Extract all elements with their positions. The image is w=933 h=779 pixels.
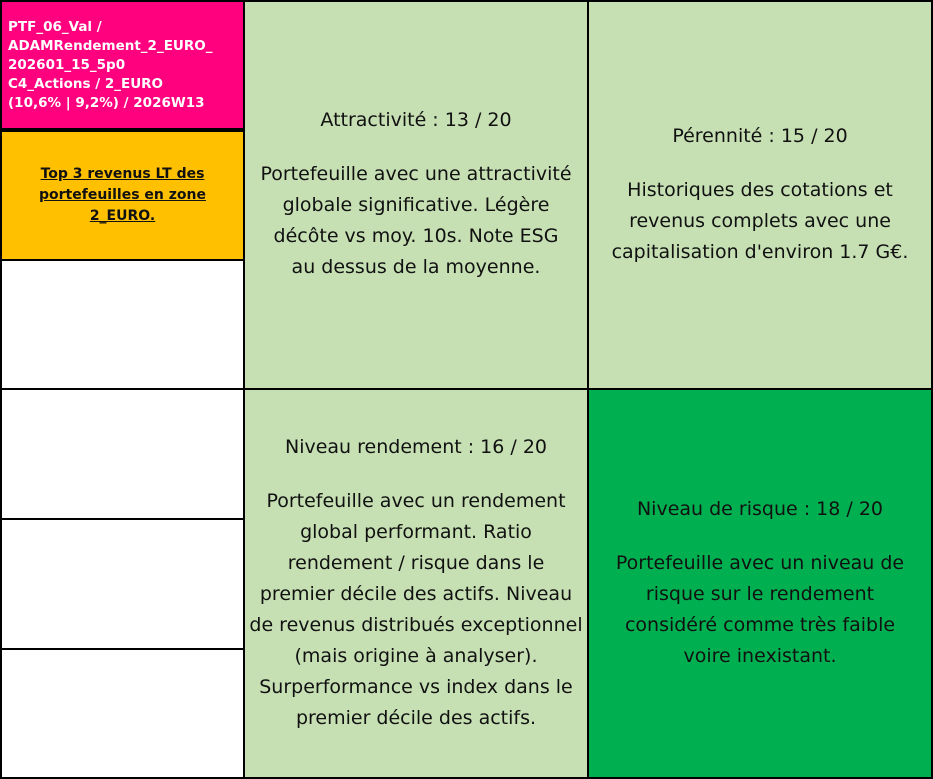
empty-cell-4 (0, 648, 245, 779)
title-line-1: PTF_06_Val / (8, 18, 102, 35)
risque-card (587, 388, 933, 779)
risque-heading: Niveau de risque : 18 / 20 (636, 497, 884, 520)
top-revenus-link[interactable]: Top 3 revenus LT des portefeuilles en zone 2_EURO. (39, 166, 206, 224)
empty-cell-2 (0, 388, 245, 520)
title-line-4: C4_Actions / 2_EURO (8, 75, 164, 92)
perennite-card (587, 0, 933, 390)
title-line-3: 202601_15_5p0 (8, 56, 126, 73)
title-line-2: ADAMRendement_2_EURO_ (8, 37, 213, 54)
perennite-heading: Pérennité : 15 / 20 (672, 124, 848, 147)
top-revenus-cell (0, 130, 245, 261)
empty-cell-1 (0, 259, 245, 390)
rendement-description: Portefeuille avec un rendement global performant. Ratio rendement / risque dans le premier décile des actifs. Niveau de revenus distribués exceptionnel (mais origine à analyser). Surperformance vs index dans le premier décile des actifs. (249, 489, 583, 729)
attractivite-heading: Attractivité : 13 / 20 (320, 109, 512, 131)
empty-cell-3 (0, 518, 245, 650)
attractivite-card (243, 0, 589, 390)
portfolio-title (0, 0, 245, 130)
perennite-description: Historiques des cotations et revenus complets avec une capitalisation d'environ 1.7 G€. (611, 178, 909, 263)
rendement-card (243, 388, 589, 779)
title-line-5: (10,6% | 9,2%) / 2026W13 (8, 94, 205, 111)
risque-description: Portefeuille avec un niveau de risque sur le rendement considéré comme très faible voire inexistant. (615, 551, 905, 667)
attractivite-description: Portefeuille avec une attractivité globale significative. Légère décôte vs moy. 10s. Note ESG au dessus de la moyenne. (260, 163, 572, 278)
rendement-heading: Niveau rendement : 16 / 20 (284, 435, 548, 458)
